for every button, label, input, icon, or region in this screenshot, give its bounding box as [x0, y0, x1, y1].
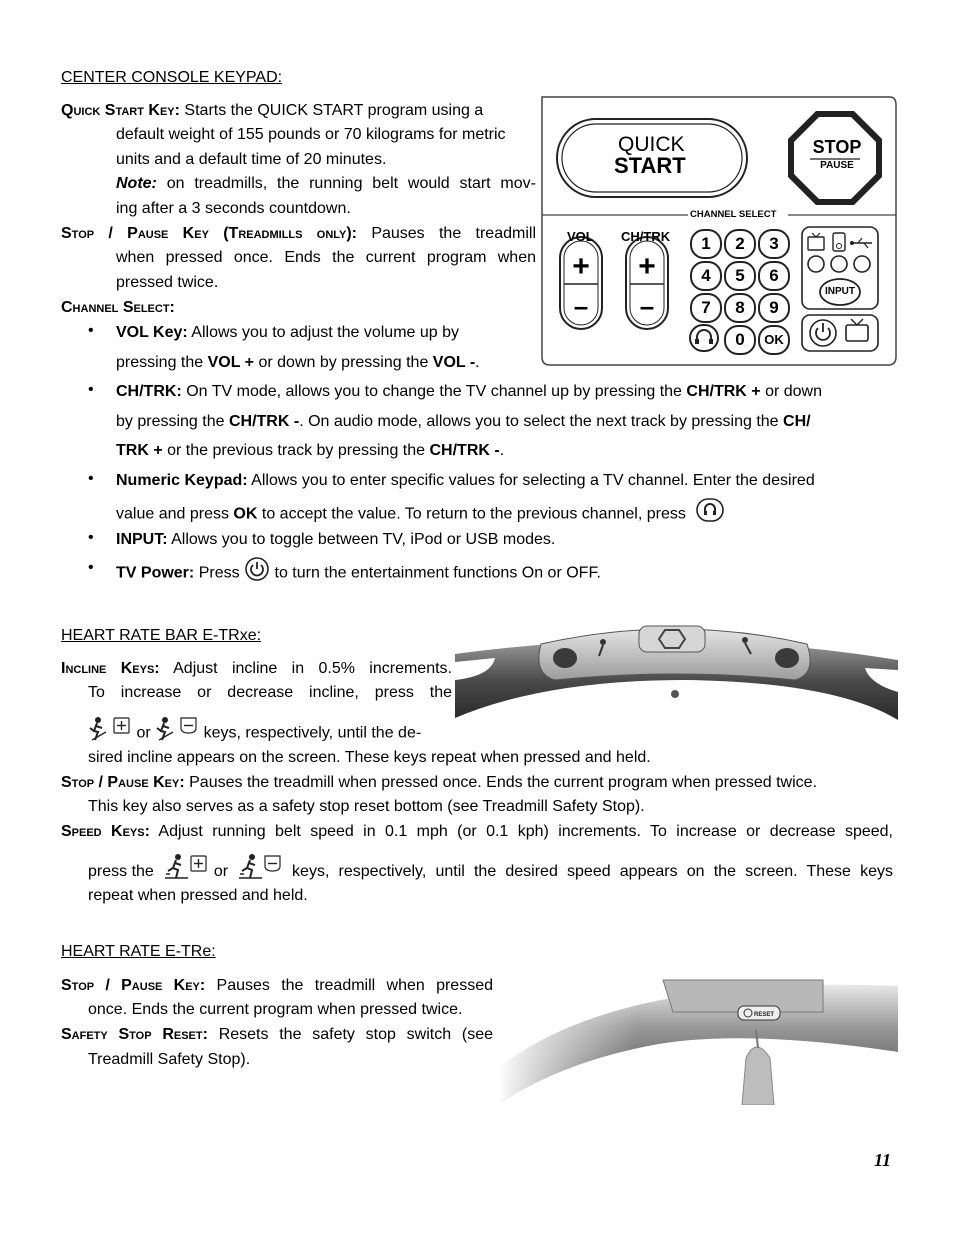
page-number: 11: [874, 1150, 892, 1170]
previous-channel-icon: [696, 498, 724, 531]
vol-plus-symbol: +: [572, 250, 590, 283]
bullet-vol: •: [88, 322, 94, 339]
safety-line-1: [61, 1023, 493, 1048]
section-heading-console: CENTER CONSOLE KEYPAD:: [61, 69, 283, 86]
speed-press: press the: [88, 863, 154, 880]
vol-minus-symbol: –: [573, 291, 589, 321]
bullet-numeric: •: [88, 470, 94, 487]
input-label: INPUT:: [116, 531, 168, 548]
heart-rate-bar-illustration: [455, 614, 898, 722]
stop-pause-term: Stop / Pause Key (Treadmills only):: [61, 225, 357, 242]
hr-stop-line-1: [61, 974, 493, 999]
key-9: 9: [758, 293, 790, 323]
start-label: START: [614, 153, 686, 178]
console-keypad-image: [540, 95, 897, 367]
note-line-2: ing after a 3 seconds countdown.: [116, 199, 351, 217]
bullet-input: •: [88, 529, 94, 546]
vol-line-2: [116, 351, 480, 376]
chtrk-text-1b: or down: [765, 383, 822, 400]
vol-plus-key: VOL +: [207, 354, 255, 371]
speed-line-1: [61, 820, 893, 845]
safety-line-2: Treadmill Safety Stop).: [88, 1051, 251, 1068]
numeric-label: Numeric Keypad:: [116, 472, 248, 489]
key-5: 5: [724, 261, 756, 291]
chtrk-plus-symbol: +: [638, 250, 656, 283]
chtrk-minus-key: CH/TRK -: [228, 413, 300, 430]
chtrk-text-3b: .: [499, 442, 505, 459]
note-line-1: on treadmills, the running belt would start mov-: [166, 175, 536, 192]
heart-rate-bar-image: [455, 614, 898, 722]
key-7: 7: [690, 293, 722, 323]
key-8: 8: [724, 293, 756, 323]
chtrk-next-key: CH/: [783, 413, 811, 430]
tv-power-label: TV Power:: [116, 564, 195, 582]
chtrk-line-2: [116, 410, 811, 435]
hr-stop-line-2: once. Ends the current program when pressed twice.: [88, 1001, 463, 1018]
input-text: Allows you to toggle between TV, iPod or USB modes.: [171, 531, 556, 548]
quick-start-continuation: [116, 123, 536, 221]
vol-text-1: Allows you to adjust the volume up by: [191, 324, 459, 341]
input-line: [116, 528, 555, 553]
chtrk-plus-key: CH/TRK +: [686, 383, 761, 400]
speed-text-2: keys, respectively, until the desired speed appears on the screen. These keys: [292, 863, 893, 880]
chtrk-text-3: or the previous track by pressing the: [167, 442, 426, 459]
key-6: 6: [758, 261, 790, 291]
incline-text-1: Adjust incline in 0.5% increments.: [173, 660, 452, 677]
bullet-chtrk: •: [88, 381, 94, 398]
power-icon: [244, 557, 270, 590]
channel-select-label: CHANNEL SELECT: [690, 209, 777, 220]
note-label: Note:: [116, 175, 157, 192]
key-0: 0: [724, 325, 756, 355]
incline-line-4: sired incline appears on the screen. These keys repeat when pressed and held.: [88, 749, 651, 766]
incline-line-2: To increase or decrease incline, press the: [88, 684, 452, 701]
tv-power-line: [116, 557, 601, 590]
heart-rate-etre-illustration: [498, 968, 898, 1105]
vol-text-2a: pressing the: [116, 354, 204, 371]
key-1: 1: [690, 229, 722, 259]
hr-bar-stop-line-1: [61, 771, 817, 796]
vol-minus-key: VOL -: [432, 354, 476, 371]
heart-rate-etre-image: [498, 968, 898, 1105]
key-2: 2: [724, 229, 756, 259]
quick-start-line-2: default weight of 155 pounds or 70 kilograms for metric: [116, 126, 506, 143]
hr-bar-stop-line-2: This key also serves as a safety stop reset bottom (see Treadmill Safety Stop).: [88, 798, 645, 815]
hr-stop-text-1: Pauses the treadmill when pressed: [216, 977, 493, 994]
chtrk-minus-symbol: –: [639, 291, 655, 321]
ok-key-ref: OK: [233, 505, 258, 523]
channel-select-term: Channel Select:: [61, 299, 175, 316]
vol-text-2b: or down by pressing the: [258, 354, 429, 371]
chtrk-prev-key: CH/TRK -: [429, 442, 500, 459]
pause-label: PAUSE: [820, 160, 854, 171]
quick-start-line-1: Starts the QUICK START program using a: [184, 102, 484, 119]
section-heading-hr: HEART RATE E-TRe:: [61, 943, 216, 960]
incline-text-3: keys, respectively, until the de-: [203, 724, 422, 742]
hr-bar-stop-term: Stop / Pause Key:: [61, 774, 185, 791]
chtrk-key-label: CH/TRK: [621, 229, 671, 244]
speed-or: or: [213, 863, 229, 880]
chtrk-line-1: [116, 380, 822, 405]
numeric-text-2a: value and press: [116, 505, 229, 523]
chtrk-text-2b: . On audio mode, allows you to select the next track by pressing the: [299, 413, 779, 430]
quick-start-term: Quick Start Key:: [61, 102, 180, 119]
chtrk-line-3: [116, 439, 504, 464]
speed-term: Speed Keys:: [61, 823, 150, 840]
speed-text-1: Adjust running belt speed in 0.1 mph (or 0.1 kph) increments. To increase or decrease speed,: [158, 823, 893, 840]
stop-pause-line-2: pressed twice.: [116, 273, 219, 291]
numeric-line-2: [116, 498, 724, 531]
incline-or: or: [136, 724, 151, 742]
chtrk-text-1: On TV mode, allows you to change the TV channel up by pressing the: [186, 383, 682, 400]
numeric-text-2b: to accept the value. To return to the previous channel, press: [261, 505, 686, 523]
bullet-tv-power: •: [88, 559, 94, 576]
safety-term: Safety Stop Reset:: [61, 1026, 208, 1043]
stop-pause-paragraph: [61, 222, 536, 247]
vol-line-1: [116, 321, 459, 346]
chtrk-text-2a: by pressing the: [116, 413, 225, 430]
safety-text-1: Resets the safety stop switch (see: [218, 1026, 493, 1043]
stop-pause-first: Pauses the treadmill: [371, 225, 536, 242]
hr-stop-term: Stop / Pause Key:: [61, 977, 206, 994]
tv-power-text-2: to turn the entertainment functions On or OFF.: [274, 564, 601, 582]
speed-line-3: repeat when pressed and held.: [88, 887, 308, 904]
quick-start-line-3: units and a default time of 20 minutes.: [116, 150, 387, 168]
vol-label: VOL Key:: [116, 324, 188, 341]
stop-pause-line-1: when pressed once. Ends the current program when: [116, 249, 536, 266]
incline-line-1: [61, 657, 452, 682]
stop-pause-continuation: [116, 246, 536, 295]
input-key-label: INPUT: [825, 286, 855, 297]
stop-label: STOP: [812, 137, 862, 157]
numeric-line-1: [116, 469, 815, 494]
tv-power-text-1: Press: [198, 564, 240, 582]
vol-key-label: VOL: [567, 229, 594, 244]
hr-bar-stop-text-1: Pauses the treadmill when pressed once. Ends the current program when pressed twice.: [189, 774, 818, 791]
quick-start-note: [116, 172, 536, 197]
quick-label: QUICK: [618, 133, 685, 156]
incline-term: Incline Keys:: [61, 660, 160, 677]
chtrk-label: CH/TRK:: [116, 383, 182, 400]
numeric-text-1: Allows you to enter specific values for selecting a TV channel. Enter the desired: [251, 472, 815, 489]
key-4: 4: [690, 261, 722, 291]
quick-start-paragraph: [61, 99, 536, 124]
section-heading-hr-bar: HEART RATE BAR E-TRxe:: [61, 627, 262, 644]
key-3: 3: [758, 229, 790, 259]
vol-text-2c: .: [475, 354, 480, 371]
chtrk-next-key-cont: TRK +: [116, 442, 163, 459]
key-ok: OK: [758, 325, 790, 355]
